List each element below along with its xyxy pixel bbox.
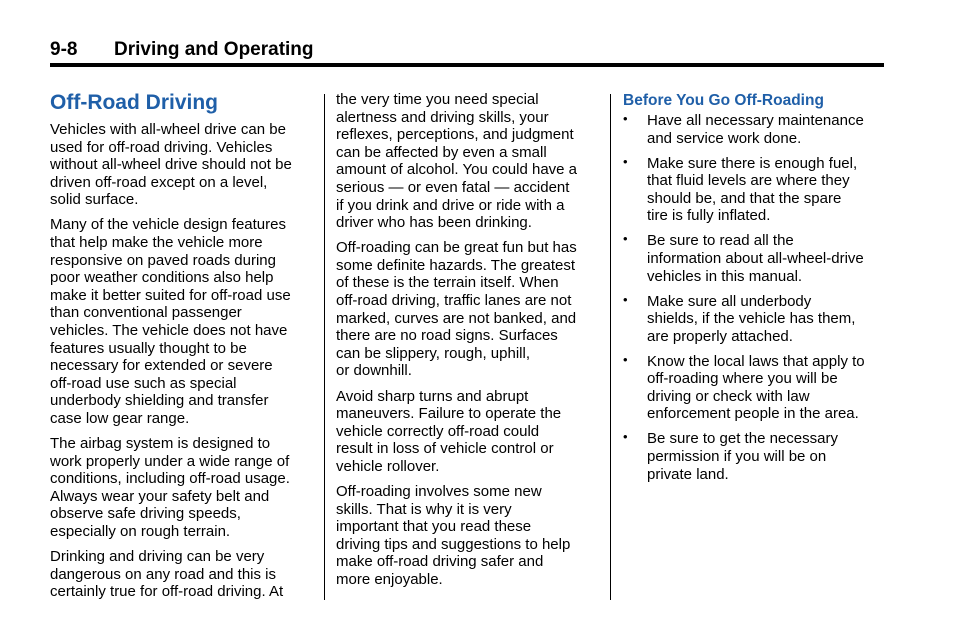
bullet-icon: •: [623, 291, 628, 307]
paragraph: The airbag system is designed to work properly under a wide range of conditions, including off-road usage. Always wear your safety belt and observe safe driving speeds, especially on rough terrain.: [50, 435, 290, 541]
list-item: [623, 430, 889, 483]
column-3: [623, 92, 889, 491]
subheading: Before You Go Off-Roading: [623, 92, 824, 109]
list-item: [623, 353, 889, 423]
list-item: [623, 293, 889, 346]
column-1: [50, 92, 318, 608]
page-header: [50, 39, 314, 61]
list-item-text: Have all necessary maintenance and service work done.: [647, 112, 864, 147]
bullet-icon: •: [623, 111, 628, 126]
paragraph: Off-roading involves some new skills. That is why it is very important that you read these driving tips and suggestions to help make off-road driving safer and more enjoyable.: [336, 482, 571, 588]
list-item-text: Be sure to read all the information about all-wheel-drive vehicles in this manual.: [647, 232, 864, 285]
column-divider-1: [324, 94, 325, 600]
list-item: [623, 155, 889, 225]
bullet-list: [623, 112, 889, 483]
bullet-icon: •: [623, 429, 628, 445]
section-title: Off-Road Driving: [50, 91, 218, 114]
list-item-text: Be sure to get the necessary permission if you will be on private land.: [647, 430, 838, 483]
column-2: [336, 92, 602, 596]
bullet-icon: •: [623, 351, 628, 367]
paragraph: Avoid sharp turns and abrupt maneuvers. Failure to operate the vehicle correctly off-road could result in loss of vehicle control or vehicle rollover.: [336, 387, 562, 475]
chapter-title: Driving and Operating: [114, 39, 314, 60]
bullet-icon: •: [623, 153, 628, 169]
list-item-text: Make sure there is enough fuel, that fluid levels are where they should be, and that the spare tire is fully inflated.: [647, 154, 858, 225]
paragraph: the very time you need special alertness and driving skills, your reflexes, perceptions, and judgment can be affected by even a small amount of alcohol. You could have a serious — or even fatal — accident if you drink and drive or ride with a driver who has been drinking.: [336, 91, 578, 232]
header-rule: [50, 63, 884, 67]
list-item: [623, 232, 889, 285]
paragraph: Drinking and driving can be very dangerous on any road and this is certainly true for off-road driving. At: [50, 548, 284, 601]
paragraph: Many of the vehicle design features that help make the vehicle more responsive on paved roads during poor weather conditions also help make it better suited for off-road use than conventional passenger vehicles. The vehicle does not have features usually thought to be necessary for extended or severe off-road use such as special underbody shielding and transfer case low gear range.: [50, 216, 291, 427]
column-divider-2: [610, 94, 611, 600]
list-item-text: Make sure all underbody shields, if the vehicle has them, are properly attached.: [647, 292, 856, 345]
page-number: 9-8: [50, 39, 78, 60]
list-item: [623, 112, 889, 147]
paragraph: Vehicles with all-wheel drive can be used for off-road driving. Vehicles without all-wheel drive should not be driven off-road except on a level, solid surface.: [50, 121, 292, 209]
paragraph: Off-roading can be great fun but has some definite hazards. The greatest of these is the terrain itself. When off-road driving, traffic lanes are not marked, curves are not banked, and there are no road signs. Surfaces can be slippery, rough, uphill, or downhill.: [336, 239, 577, 380]
list-item-text: Know the local laws that apply to off-roading where you will be driving or check with law enforcement people in the area.: [647, 352, 865, 423]
bullet-icon: •: [623, 231, 628, 247]
